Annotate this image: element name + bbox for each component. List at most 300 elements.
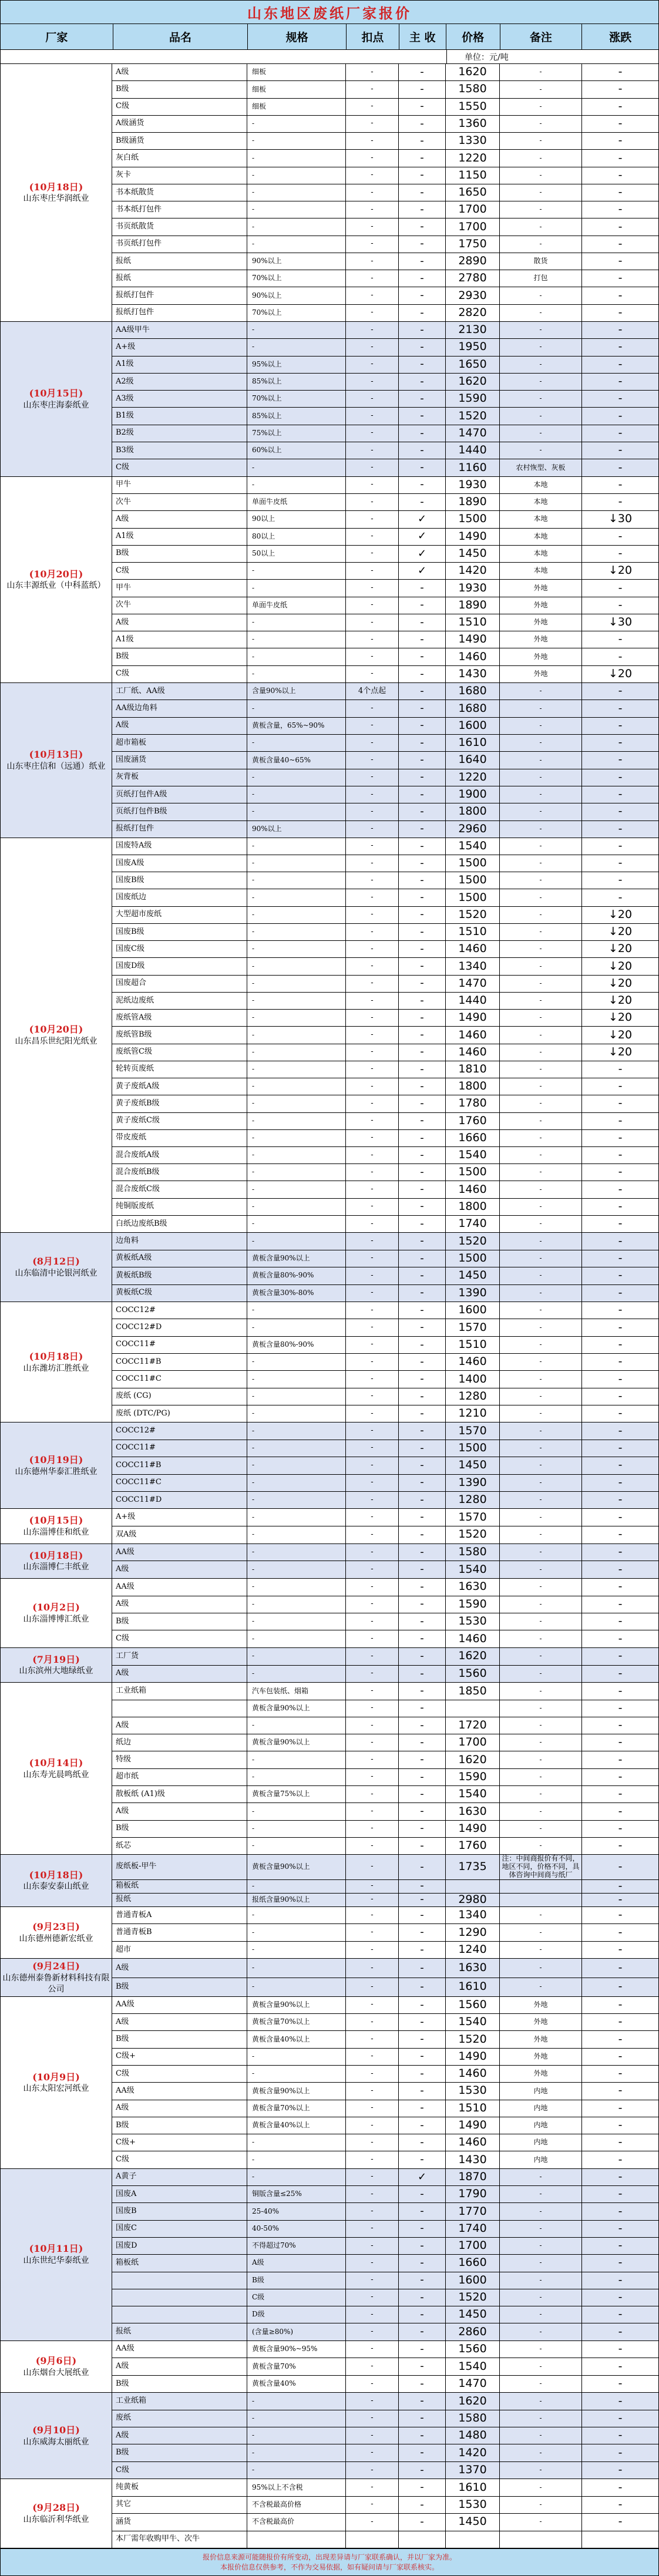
- table-row: [112, 1422, 658, 1440]
- cell-product: 超市: [112, 1942, 247, 1959]
- cell-main: -: [399, 2186, 446, 2202]
- page-title: 山东地区废纸厂家报价: [247, 5, 412, 22]
- cell-spec: -: [247, 1561, 346, 1578]
- cell-deduction: -: [346, 631, 399, 648]
- cell-deduction: -: [346, 1492, 399, 1508]
- table-row: [112, 1526, 658, 1543]
- manufacturer-group: [1, 2169, 658, 2341]
- cell-price: 1700: [446, 2238, 500, 2254]
- cell-product: A级: [112, 1666, 247, 1683]
- cell-price: 1420: [446, 563, 500, 579]
- table-row: [112, 718, 658, 735]
- table-row: [112, 2514, 658, 2531]
- cell-deduction: -: [346, 1734, 399, 1751]
- cell-main: -: [399, 2289, 446, 2306]
- manufacturer-cell: [1, 838, 112, 1232]
- cell-spec: -: [247, 700, 346, 717]
- manufacturer-cell: [1, 2169, 112, 2340]
- cell-deduction: -: [346, 391, 399, 407]
- manufacturer-cell: [1, 2479, 112, 2548]
- cell-change: -: [618, 2429, 623, 2442]
- manufacturer-name: 山东烟台大展纸业: [23, 2368, 89, 2377]
- cell-deduction: -: [346, 614, 399, 631]
- cell-deduction: -: [346, 425, 399, 442]
- cell-deduction: -: [346, 270, 399, 287]
- cell-price: 1150: [446, 167, 500, 184]
- cell-spec: -: [247, 2066, 346, 2082]
- cell-change: -: [618, 1337, 623, 1351]
- cell-main: -: [399, 958, 446, 974]
- cell-product: 页纸打包件B级: [112, 803, 247, 820]
- cell-note: -: [500, 81, 582, 97]
- cell-change: -: [618, 1269, 623, 1282]
- table-row: [112, 1319, 658, 1336]
- cell-product: [112, 2272, 247, 2289]
- cell-deduction: -: [346, 1267, 399, 1284]
- cell-price: 1720: [446, 1717, 500, 1734]
- cell-note: -: [500, 752, 582, 768]
- cell-change: -: [618, 1458, 623, 1472]
- cell-price: 1680: [446, 683, 500, 700]
- cell-price: 1900: [446, 786, 500, 803]
- cell-price: 1540: [446, 2014, 500, 2030]
- cell-price: 1500: [446, 855, 500, 872]
- cell-deduction: -: [346, 700, 399, 717]
- cell-change: -: [618, 1182, 623, 1196]
- cell-change: -: [618, 2187, 623, 2201]
- cell-note: -: [500, 1457, 582, 1474]
- cell-product: 普通青板B: [112, 1924, 247, 1941]
- cell-deduction: -: [346, 1786, 399, 1802]
- cell-product: COCC11#: [112, 1440, 247, 1457]
- table-row: [112, 1648, 658, 1666]
- table-row: [112, 1838, 658, 1854]
- cell-product: COCC12#D: [112, 1319, 247, 1336]
- cell-change: -: [618, 1114, 623, 1127]
- cell-deduction: -: [346, 2479, 399, 2496]
- header-manufacturer: 厂家: [1, 24, 113, 49]
- cell-spec: -: [247, 1113, 346, 1129]
- quote-date: (7月19日): [32, 1653, 80, 1665]
- cell-note: 本地: [500, 529, 582, 545]
- quote-date: (9月6日): [35, 2355, 77, 2367]
- cell-price: 1650: [446, 184, 500, 201]
- cell-product: 国废纸边: [112, 889, 247, 906]
- cell-deduction: -: [346, 1319, 399, 1336]
- cell-note: -: [500, 821, 582, 838]
- cell-price: 1870: [446, 2169, 500, 2185]
- cell-product: COCC12#: [112, 1422, 247, 1439]
- table-row: [112, 1942, 658, 1959]
- table-header: [1, 24, 658, 50]
- cell-spec: -: [247, 2169, 346, 2185]
- cell-note: -: [500, 2203, 582, 2219]
- cell-change: -: [618, 2101, 623, 2114]
- table-row: [112, 1027, 658, 1044]
- cell-spec: 黄板含量40~65%: [247, 752, 346, 768]
- cell-change: -: [618, 529, 623, 543]
- cell-main: -: [399, 442, 446, 459]
- cell-change: ↓20: [608, 976, 633, 990]
- cell-note: -: [500, 1596, 582, 1613]
- table-row: [112, 838, 658, 855]
- cell-spec: -: [247, 150, 346, 166]
- cell-change: -: [618, 220, 623, 233]
- quote-date: (10月18日): [29, 181, 83, 193]
- table-row: [112, 529, 658, 546]
- cell-main: -: [399, 872, 446, 889]
- cell-main: -: [399, 1010, 446, 1026]
- cell-price: 1930: [446, 580, 500, 596]
- cell-deduction: -: [346, 2100, 399, 2117]
- cell-price: 1420: [446, 2444, 500, 2461]
- cell-change: -: [618, 82, 623, 96]
- cell-change: ↓20: [608, 942, 633, 956]
- cell-note: -: [500, 889, 582, 906]
- table-row: [112, 958, 658, 975]
- cell-main: -: [399, 1630, 446, 1647]
- cell-price: 1430: [446, 666, 500, 682]
- cell-product: 废纸管A级: [112, 1010, 247, 1026]
- cell-note: -: [500, 1613, 582, 1630]
- cell-main: -: [399, 648, 446, 665]
- cell-change: -: [618, 203, 623, 216]
- cell-main: -: [399, 1803, 446, 1820]
- cell-change: -: [618, 2136, 623, 2149]
- cell-deduction: -: [346, 1233, 399, 1249]
- header-product: 品名: [113, 24, 248, 49]
- manufacturer-group: [1, 2341, 658, 2393]
- cell-change: -: [618, 1753, 623, 1766]
- cell-price: [446, 1700, 500, 1717]
- cell-change: -: [618, 168, 623, 181]
- cell-price: 1780: [446, 1095, 500, 1112]
- table-row: [112, 425, 658, 442]
- cell-spec: 黄板含量，65%~90%: [247, 718, 346, 734]
- table-row: [112, 2306, 658, 2323]
- cell-note: 外地: [500, 614, 582, 631]
- cell-main: -: [399, 1354, 446, 1370]
- cell-spec: -: [247, 1130, 346, 1146]
- cell-note: -: [500, 855, 582, 872]
- cell-deduction: -: [346, 1683, 399, 1699]
- cell-price: 1490: [446, 2117, 500, 2134]
- cell-price: 1520: [446, 907, 500, 923]
- cell-spec: 80以上: [247, 529, 346, 545]
- cell-spec: -: [247, 1405, 346, 1422]
- table-row: [112, 253, 658, 270]
- cell-deduction: -: [346, 2014, 399, 2030]
- table-row: [112, 2186, 658, 2203]
- table-row: [112, 2444, 658, 2461]
- cell-note: -: [500, 1803, 582, 1820]
- cell-spec: 黄板含量80%-90%: [247, 1337, 346, 1353]
- cell-spec: 25-40%: [247, 2203, 346, 2219]
- cell-deduction: -: [346, 648, 399, 665]
- cell-product: 报纸: [112, 270, 247, 287]
- cell-price: 1580: [446, 1544, 500, 1561]
- cell-change: -: [618, 753, 623, 766]
- cell-price: 1800: [446, 803, 500, 820]
- cell-main: -: [399, 1492, 446, 1508]
- cell-deduction: -: [346, 563, 399, 579]
- cell-note: 注：中间商报价有不同，地区不同，价格不同，具体咨询中间商与纸厂: [500, 1855, 582, 1879]
- cell-spec: 50以上: [247, 546, 346, 562]
- cell-note: -: [500, 425, 582, 442]
- cell-note: -: [500, 1285, 582, 1302]
- cell-main: -: [399, 1561, 446, 1578]
- cell-note: -: [500, 958, 582, 974]
- cell-main: -: [399, 907, 446, 923]
- cell-spec: 黄板含量90%以上: [247, 1700, 346, 1717]
- cell-change: -: [618, 375, 623, 388]
- cell-main: -: [399, 1907, 446, 1924]
- cell-product: 黄板纸B级: [112, 1267, 247, 1284]
- cell-product: 带皮废纸: [112, 1130, 247, 1146]
- cell-price: 1930: [446, 477, 500, 493]
- manufacturer-cell: [1, 1683, 112, 1854]
- cell-product: 混合废纸A级: [112, 1147, 247, 1163]
- table-row: [112, 1475, 658, 1492]
- cell-spec: -: [247, 1717, 346, 1734]
- cell-deduction: -: [346, 1751, 399, 1768]
- cell-change: -: [618, 1097, 623, 1110]
- cell-note: -: [500, 872, 582, 889]
- cell-price: 1500: [446, 511, 500, 527]
- cell-spec: -: [247, 1044, 346, 1061]
- cell-main: -: [399, 2306, 446, 2323]
- cell-price: 1510: [446, 924, 500, 940]
- cell-change: -: [618, 2170, 623, 2183]
- cell-main: -: [399, 2117, 446, 2134]
- cell-spec: -: [247, 1880, 346, 1893]
- cell-main: -: [399, 2358, 446, 2375]
- manufacturer-cell: [1, 2341, 112, 2393]
- cell-main: -: [399, 1648, 446, 1665]
- quote-date: (8月12日): [32, 1256, 80, 1267]
- cell-deduction: -: [346, 1061, 399, 1078]
- table-row: [112, 1216, 658, 1232]
- cell-note: -: [500, 1337, 582, 1353]
- table-row: [112, 511, 658, 528]
- cell-spec: -: [247, 2427, 346, 2444]
- manufacturer-cell: [1, 2393, 112, 2479]
- cell-product: A级: [112, 2014, 247, 2030]
- cell-product: 国废C级: [112, 941, 247, 957]
- cell-product: AA级: [112, 2341, 247, 2358]
- cell-deduction: [346, 2531, 399, 2548]
- table-row: [112, 889, 658, 906]
- table-row: [112, 2014, 658, 2031]
- cell-change: -: [618, 495, 623, 509]
- cell-change: -: [618, 134, 623, 147]
- cell-note: [500, 1880, 582, 1893]
- cell-product: 废纸管C级: [112, 1044, 247, 1061]
- table-row: [112, 872, 658, 889]
- cell-note: -: [500, 357, 582, 373]
- header-spec: 规格: [248, 24, 347, 49]
- cell-spec: -: [247, 1181, 346, 1198]
- table-row: [112, 2117, 658, 2134]
- cell-price: 1520: [446, 2289, 500, 2306]
- cell-deduction: -: [346, 477, 399, 493]
- cell-note: 内地: [500, 2083, 582, 2099]
- cell-note: -: [500, 2289, 582, 2306]
- cell-main: -: [399, 1440, 446, 1457]
- cell-spec: 70%以上: [247, 270, 346, 287]
- manufacturer-cell: [1, 322, 112, 476]
- cell-main: -: [399, 2203, 446, 2219]
- cell-main: -: [399, 391, 446, 407]
- quote-date: (10月18日): [29, 1549, 83, 1561]
- manufacturer-name: 山东淄博仁丰纸业: [23, 1562, 89, 1572]
- cell-spec: 汽车包装纸、烟箱: [247, 1683, 346, 1699]
- cell-main: -: [399, 2255, 446, 2271]
- cell-price: 1500: [446, 872, 500, 889]
- cell-price: 1660: [446, 1130, 500, 1146]
- manufacturer-name: 山东太阳宏河纸业: [23, 2084, 89, 2094]
- cell-change: -: [618, 718, 623, 732]
- cell-product: COCC11#D: [112, 1492, 247, 1508]
- cell-main: -: [399, 1388, 446, 1405]
- cell-product: 工厂纸、AA级: [112, 683, 247, 700]
- cell-note: -: [500, 1544, 582, 1561]
- cell-note: 本地: [500, 563, 582, 579]
- cell-change: -: [618, 2221, 623, 2235]
- table-row: [112, 821, 658, 838]
- cell-deduction: -: [346, 2221, 399, 2237]
- cell-change: -: [618, 99, 623, 113]
- cell-note: -: [500, 1717, 582, 1734]
- cell-deduction: -: [346, 1630, 399, 1647]
- cell-change: -: [618, 2497, 623, 2511]
- cell-main: -: [399, 1942, 446, 1959]
- cell-deduction: -: [346, 2289, 399, 2306]
- cell-main: -: [399, 1027, 446, 1043]
- cell-price: 1580: [446, 81, 500, 97]
- cell-deduction: -: [346, 2066, 399, 2082]
- cell-change: -: [618, 2084, 623, 2097]
- table-row: [112, 99, 658, 116]
- table-row: [112, 1044, 658, 1061]
- title-banner: [1, 1, 658, 24]
- cell-change: -: [618, 2256, 623, 2269]
- cell-spec: -: [247, 889, 346, 906]
- cell-spec: 70%以上: [247, 391, 346, 407]
- cell-product: A1级: [112, 529, 247, 545]
- cell-spec: -: [247, 1164, 346, 1181]
- cell-main: -: [399, 2479, 446, 2496]
- quote-date: (9月23日): [32, 1921, 80, 1933]
- cell-deduction: -: [346, 1509, 399, 1526]
- cell-change: -: [618, 1217, 623, 1230]
- cell-spec: -: [247, 924, 346, 940]
- cell-note: 外地: [500, 580, 582, 596]
- cell-note: -: [500, 305, 582, 321]
- cell-main: -: [399, 855, 446, 872]
- cell-main: -: [399, 1113, 446, 1129]
- cell-change: -: [618, 1961, 623, 1975]
- table-row: [112, 1371, 658, 1388]
- cell-note: 内地: [500, 2100, 582, 2117]
- quote-date: (10月20日): [29, 1024, 83, 1035]
- table-row: [112, 1544, 658, 1562]
- cell-main: -: [399, 1044, 446, 1061]
- cell-price: 1620: [446, 1751, 500, 1768]
- cell-note: 外地: [500, 597, 582, 614]
- cell-change: -: [618, 117, 623, 130]
- cell-deduction: -: [346, 872, 399, 889]
- cell-price: 1750: [446, 236, 500, 253]
- cell-deduction: -: [346, 1199, 399, 1215]
- manufacturer-name: 山东泰安泰山纸业: [23, 1882, 89, 1892]
- cell-deduction: -: [346, 1027, 399, 1043]
- cell-deduction: -: [346, 2358, 399, 2375]
- cell-main: -: [399, 201, 446, 218]
- cell-change: -: [618, 2394, 623, 2407]
- cell-product: 甲牛: [112, 580, 247, 596]
- cell-main: -: [399, 1457, 446, 1474]
- cell-deduction: -: [346, 597, 399, 614]
- cell-main: -: [399, 81, 446, 97]
- cell-change: ↓20: [608, 1028, 633, 1041]
- cell-product: 涵货: [112, 2514, 247, 2530]
- cell-change: -: [618, 1148, 623, 1162]
- cell-spec: -: [247, 907, 346, 923]
- cell-deduction: -: [346, 339, 399, 355]
- footer-note: [1, 2548, 658, 2575]
- manufacturer-group: [1, 838, 658, 1233]
- table-row: [112, 2169, 658, 2186]
- quote-date: (10月2日): [32, 1602, 80, 1613]
- cell-main: -: [399, 924, 446, 940]
- cell-change: -: [618, 598, 623, 611]
- cell-price: 1210: [446, 1405, 500, 1422]
- cell-note: 外地: [500, 631, 582, 648]
- cell-product: 国废涵货: [112, 752, 247, 768]
- cell-product: 散板纸 (A1)级: [112, 1786, 247, 1802]
- cell-product: A1级: [112, 631, 247, 648]
- cell-note: -: [500, 769, 582, 786]
- cell-price: 1620: [446, 64, 500, 80]
- cell-product: B级: [112, 2117, 247, 2134]
- cell-change: -: [618, 1925, 623, 1939]
- table-row: [112, 1700, 658, 1717]
- cell-price: 1620: [446, 2393, 500, 2409]
- table-row: [112, 1769, 658, 1786]
- cell-spec: -: [247, 2134, 346, 2151]
- table-row: [112, 1250, 658, 1267]
- cell-change: ↓20: [608, 907, 633, 921]
- cell-change: -: [618, 1701, 623, 1714]
- cell-main: -: [399, 2014, 446, 2030]
- cell-spec: -: [247, 1803, 346, 1820]
- cell-note: -: [500, 2272, 582, 2289]
- cell-product: 本厂需年收购甲牛、次牛: [112, 2531, 247, 2548]
- cell-note: 农村恢型、灰板: [500, 459, 582, 476]
- table-row: [112, 305, 658, 321]
- cell-price: 1540: [446, 1147, 500, 1163]
- cell-change: -: [618, 1234, 623, 1247]
- manufacturer-name: 山东世纪华泰纸业: [23, 2256, 89, 2266]
- cell-change: -: [618, 736, 623, 749]
- cell-price: 1220: [446, 150, 500, 166]
- cell-product: 边角料: [112, 1233, 247, 1249]
- cell-note: -: [500, 1509, 582, 1526]
- cell-change: -: [618, 2049, 623, 2063]
- cell-spec: -: [247, 1526, 346, 1543]
- cell-main: -: [399, 1250, 446, 1267]
